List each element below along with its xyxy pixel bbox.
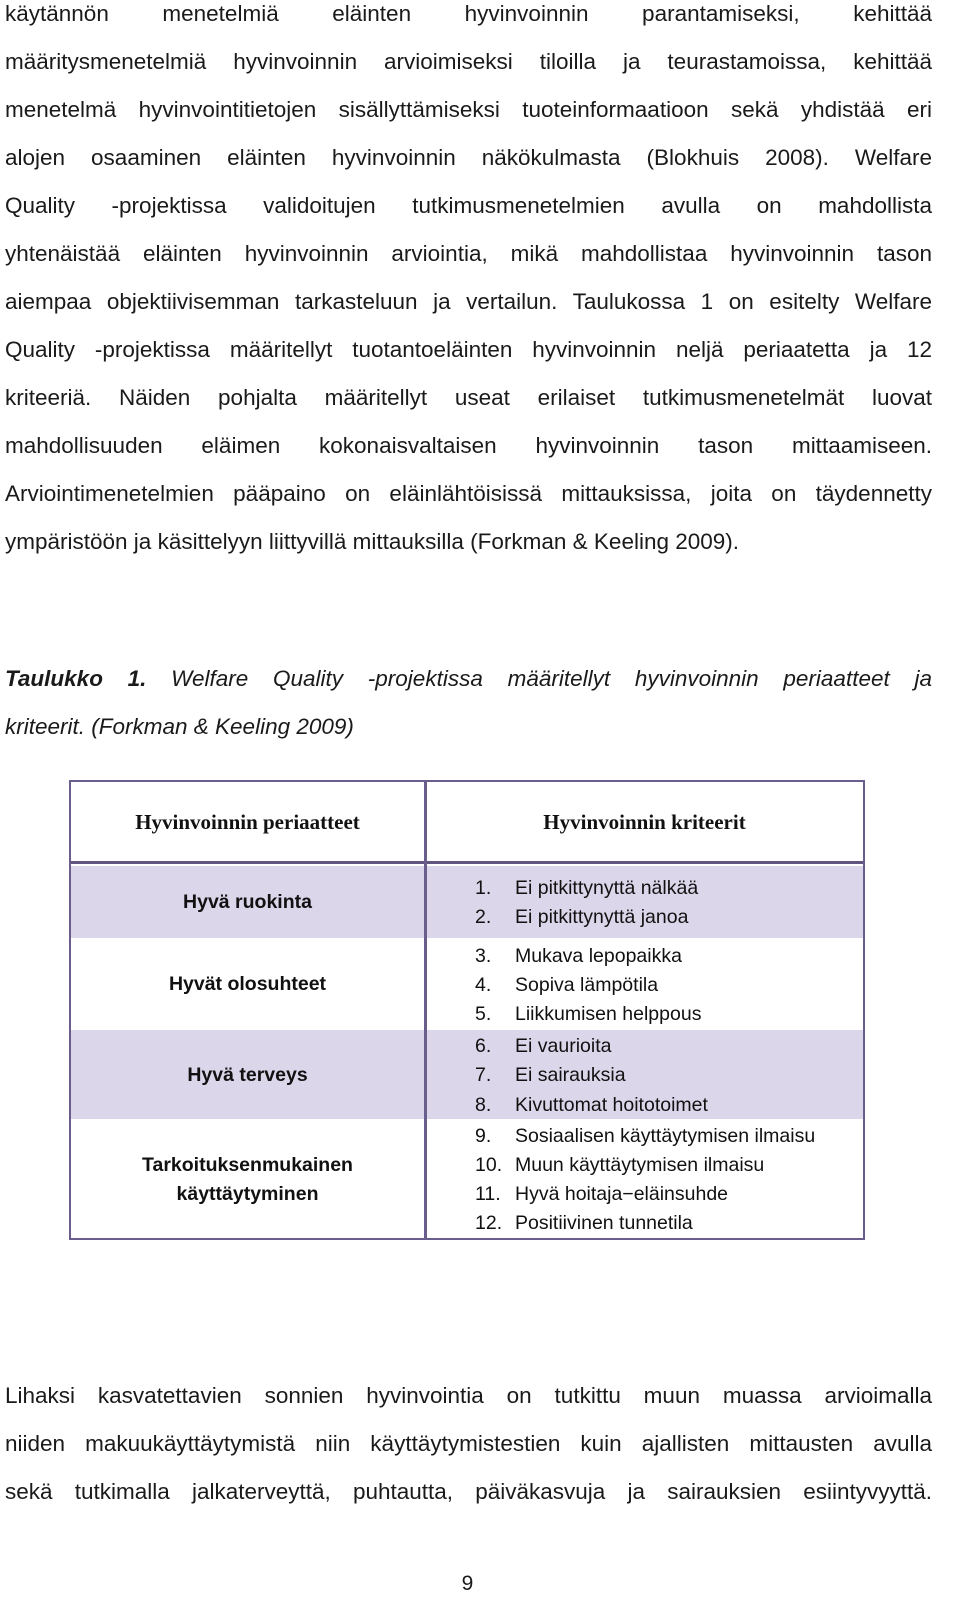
criterion-item	[475, 942, 682, 972]
paragraph-bulls	[5, 1381, 932, 1525]
criterion-text: Ei pitkittynyttä janoa	[515, 906, 689, 928]
criterion-text: Liikkumisen helppous	[515, 1003, 702, 1025]
text-line: Lihaksi kasvatettavien sonnien hyvinvointia on tutkittu muun muassa arvioimalla	[5, 1383, 932, 1408]
criterion-item	[475, 903, 688, 933]
column-divider	[424, 782, 427, 1238]
criterion-text: Sopiva lämpötila	[515, 974, 659, 996]
criterion-number: 11.	[475, 1183, 501, 1205]
text-line: Quality -projektissa validoitujen tutkimusmenetelmien avulla on mahdollista	[5, 193, 932, 218]
principle-cell	[71, 1061, 424, 1090]
criterion-item	[475, 1180, 728, 1210]
criterion-text: Mukava lepopaikka	[515, 945, 682, 967]
criterion-number: 2.	[475, 906, 492, 928]
text-line: mahdollisuuden eläimen kokonaisvaltaisen hyvinvoinnin tason mittaamiseen.	[5, 433, 932, 458]
criterion-text: Ei sairauksia	[515, 1064, 626, 1086]
criterion-number: 8.	[475, 1094, 492, 1116]
principle-label: Tarkoituksenmukainen	[142, 1154, 353, 1176]
caption-text: Welfare Quality -projektissa määritellyt hyvinvoinnin periaatteet ja	[146, 666, 932, 691]
criterion-item	[475, 971, 658, 1001]
criterion-text: Ei vaurioita	[515, 1035, 612, 1057]
criterion-item	[475, 1032, 611, 1062]
text-line: kriteeriä. Näiden pohjalta määritellyt useat erilaiset tutkimusmenetelmät luovat	[5, 385, 932, 410]
criterion-number: 9.	[475, 1125, 492, 1147]
text-line: yhtenäistää eläinten hyvinvoinnin arviointia, mikä mahdollistaa hyvinvoinnin tason	[5, 241, 932, 266]
criterion-item	[475, 1091, 708, 1121]
principle-cell	[71, 970, 424, 999]
caption-line	[5, 664, 932, 712]
criterion-item	[475, 874, 698, 904]
criterion-text: Sosiaalisen käyttäytymisen ilmaisu	[515, 1125, 816, 1147]
header-criteria: Hyvinvoinnin kriteerit	[543, 809, 746, 834]
criterion-text: Kivuttomat hoitotoimet	[515, 1094, 708, 1116]
principle-label: käyttäytyminen	[176, 1183, 319, 1205]
criterion-number: 4.	[475, 974, 492, 996]
header-principles: Hyvinvoinnin periaatteet	[135, 809, 360, 834]
text-line: Quality -projektissa määritellyt tuotantoeläinten hyvinvoinnin neljä periaatetta ja 12	[5, 337, 932, 362]
text-line: niiden makuukäyttäytymistä niin käyttäytymistestien kuin ajallisten mittausten avulla	[5, 1431, 932, 1456]
caption-label: Taulukko 1.	[5, 666, 147, 691]
criterion-text: Positiivinen tunnetila	[515, 1212, 693, 1234]
criterion-number: 6.	[475, 1035, 492, 1057]
table-caption	[5, 664, 932, 760]
criterion-number: 10.	[475, 1154, 503, 1176]
text-line: alojen osaaminen eläinten hyvinvoinnin näkökulmasta (Blokhuis 2008). Welfare	[5, 145, 932, 170]
text-line: ympäristöön ja käsittelyyn liittyvillä mittauksilla (Forkman & Keeling 2009).	[5, 529, 740, 554]
text-line: käytännön menetelmiä eläinten hyvinvoinnin parantamiseksi, kehittää	[5, 1, 932, 26]
criterion-number: 5.	[475, 1003, 492, 1025]
criterion-number: 7.	[475, 1064, 492, 1086]
header-rule	[71, 861, 863, 864]
principle-cell	[71, 888, 424, 917]
page-number: 9	[461, 1572, 474, 1595]
principle-label: Hyvä terveys	[187, 1064, 308, 1086]
criterion-item	[475, 1000, 701, 1030]
criteria-table	[69, 780, 865, 1240]
criterion-number: 12.	[475, 1212, 503, 1234]
text-line: sekä tutkimalla jalkaterveyttä, puhtautta, päiväkasvuja ja sairauksien esiintyvyyttä.	[5, 1479, 932, 1504]
criterion-item	[475, 1061, 626, 1091]
criterion-text: Ei pitkittynyttä nälkää	[515, 877, 699, 899]
text-line: aiempaa objektiivisemman tarkasteluun ja vertailun. Taulukossa 1 on esitelty Welfare	[5, 289, 932, 314]
criterion-number: 1.	[475, 877, 492, 899]
criterion-item	[475, 1209, 693, 1239]
paragraph-intro	[5, 0, 932, 575]
principle-cell	[71, 1151, 424, 1209]
row-separator	[71, 1027, 863, 1030]
criterion-text: Muun käyttäytymisen ilmaisu	[515, 1154, 765, 1176]
criterion-text: Hyvä hoitaja−eläinsuhde	[515, 1183, 729, 1205]
text-line: Arviointimenetelmien pääpaino on eläinlähtöisissä mittauksissa, joita on täydennetty	[5, 481, 932, 506]
text-line: menetelmä hyvinvointitietojen sisällyttämiseksi tuoteinformaatioon sekä yhdistää eri	[5, 97, 932, 122]
criterion-item	[475, 1151, 764, 1181]
principle-label: Hyvä ruokinta	[183, 891, 312, 913]
caption-line: kriteerit. (Forkman & Keeling 2009)	[5, 714, 354, 739]
row-separator	[71, 938, 863, 941]
criterion-item	[475, 1122, 815, 1152]
principle-label: Hyvät olosuhteet	[168, 973, 327, 995]
criterion-number: 3.	[475, 945, 492, 967]
text-line: määritysmenetelmiä hyvinvoinnin arvioimiseksi tiloilla ja teurastamoissa, kehittää	[5, 49, 932, 74]
